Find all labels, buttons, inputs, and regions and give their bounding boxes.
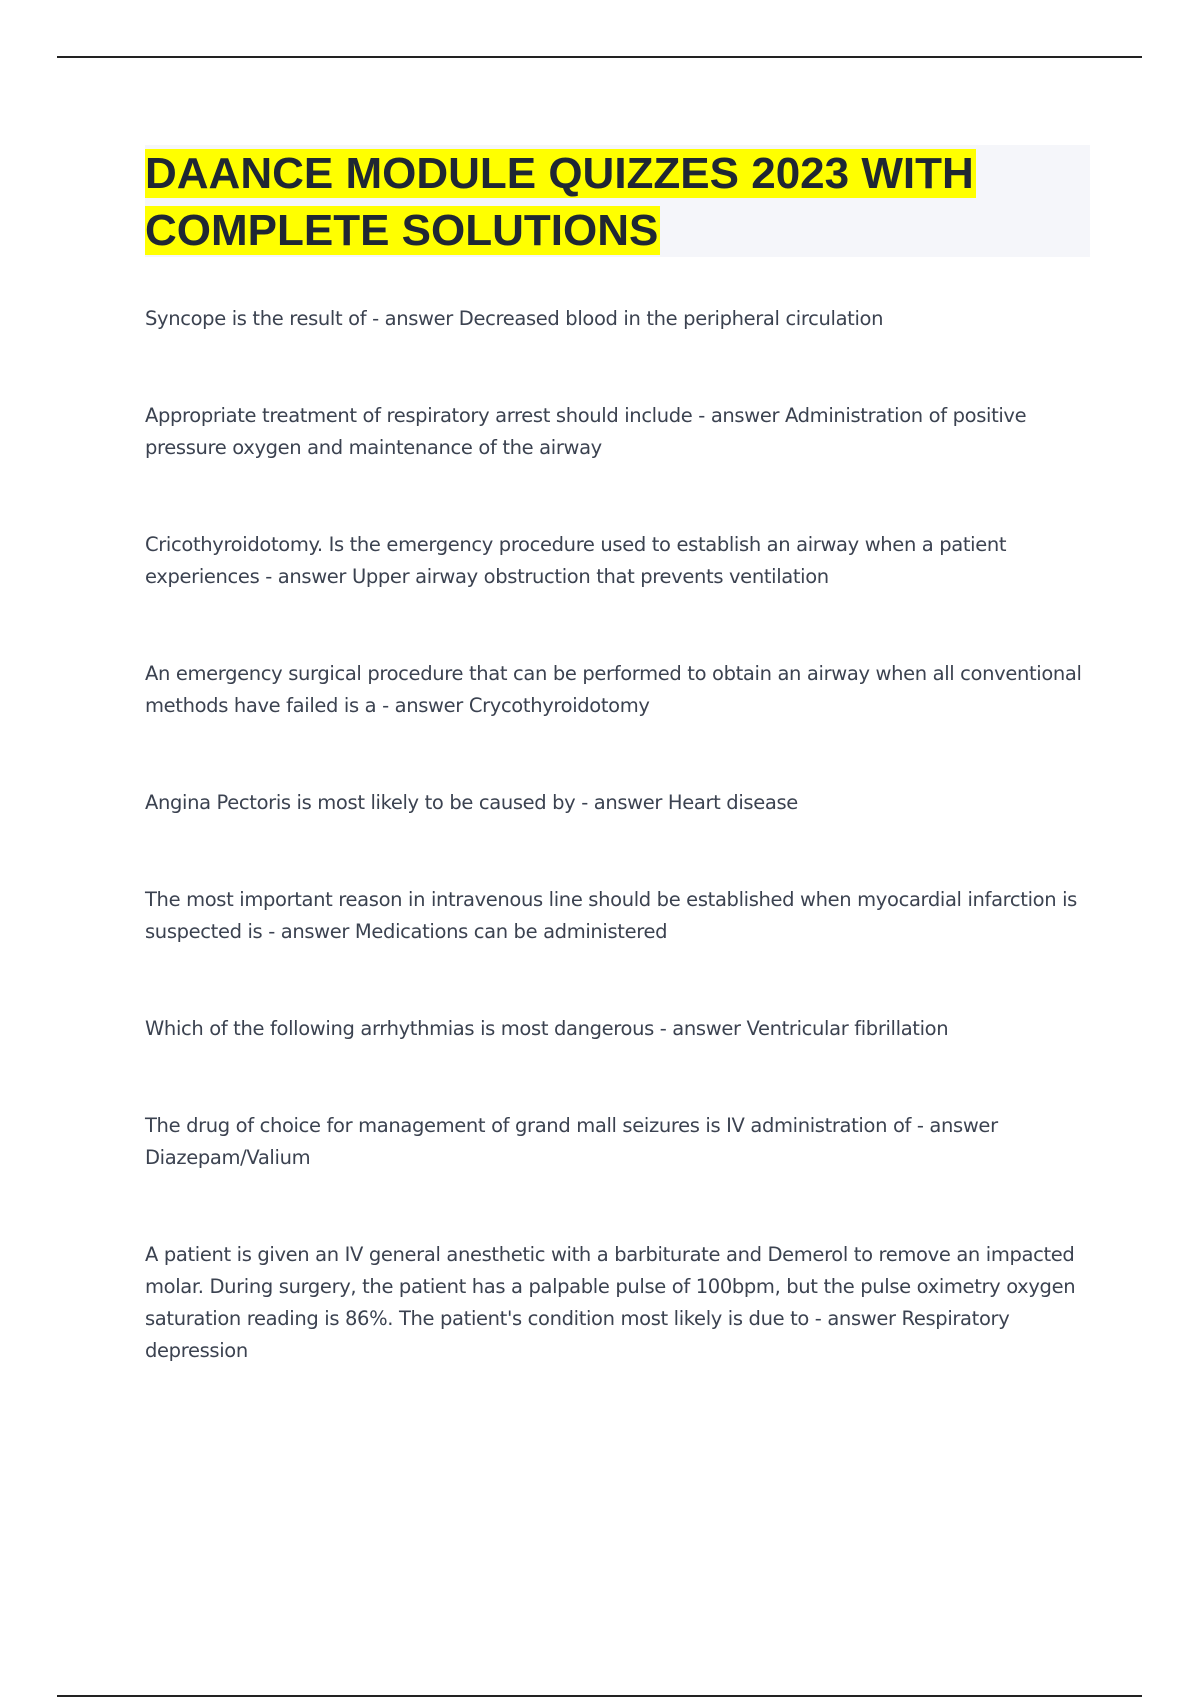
qa-item-seizures: The drug of choice for management of grand mall seizures is IV administration of - answer Diazepam/Valium (145, 1114, 998, 1169)
title-block (145, 145, 1090, 257)
qa-item-respiratory-arrest: Appropriate treatment of respiratory arrest should include - answer Administration of positive pressure oxygen and maintenance of the airway (145, 404, 1027, 459)
qa-item-angina: Angina Pectoris is most likely to be caused by - answer Heart disease (145, 791, 798, 814)
title-line-1: DAANCE MODULE QUIZZES 2023 WITH (145, 149, 974, 198)
bottom-divider (57, 1695, 1142, 1697)
qa-item-surgical-airway: An emergency surgical procedure that can be performed to obtain an airway when all conventional methods have failed is a - answer Crycothyroidotomy (145, 662, 1082, 717)
top-divider (57, 56, 1142, 58)
qa-item-arrhythmias: Which of the following arrhythmias is most dangerous - answer Ventricular fibrillation (145, 1017, 949, 1040)
title-line-2: COMPLETE SOLUTIONS (145, 206, 659, 255)
document-title (145, 145, 1090, 259)
qa-item-respiratory-depression: A patient is given an IV general anesthetic with a barbiturate and Demerol to remove an impacted molar. During surgery, the patient has a palpable pulse of 100bpm, but the pulse oximetry oxygen saturation reading is 86%. The patient's condition most likely is due to - answer Respiratory depression (145, 1243, 1076, 1362)
qa-item-cricothyroidotomy: Cricothyroidotomy. Is the emergency procedure used to establish an airway when a patient experiences - answer Upper airway obstruction that prevents ventilation (145, 533, 1007, 588)
qa-item-syncope: Syncope is the result of - answer Decreased blood in the peripheral circulation (145, 307, 884, 330)
qa-list (145, 303, 1095, 1432)
qa-item-iv-line: The most important reason in intravenous line should be established when myocardial infarction is suspected is - answer Medications can be administered (145, 888, 1077, 943)
